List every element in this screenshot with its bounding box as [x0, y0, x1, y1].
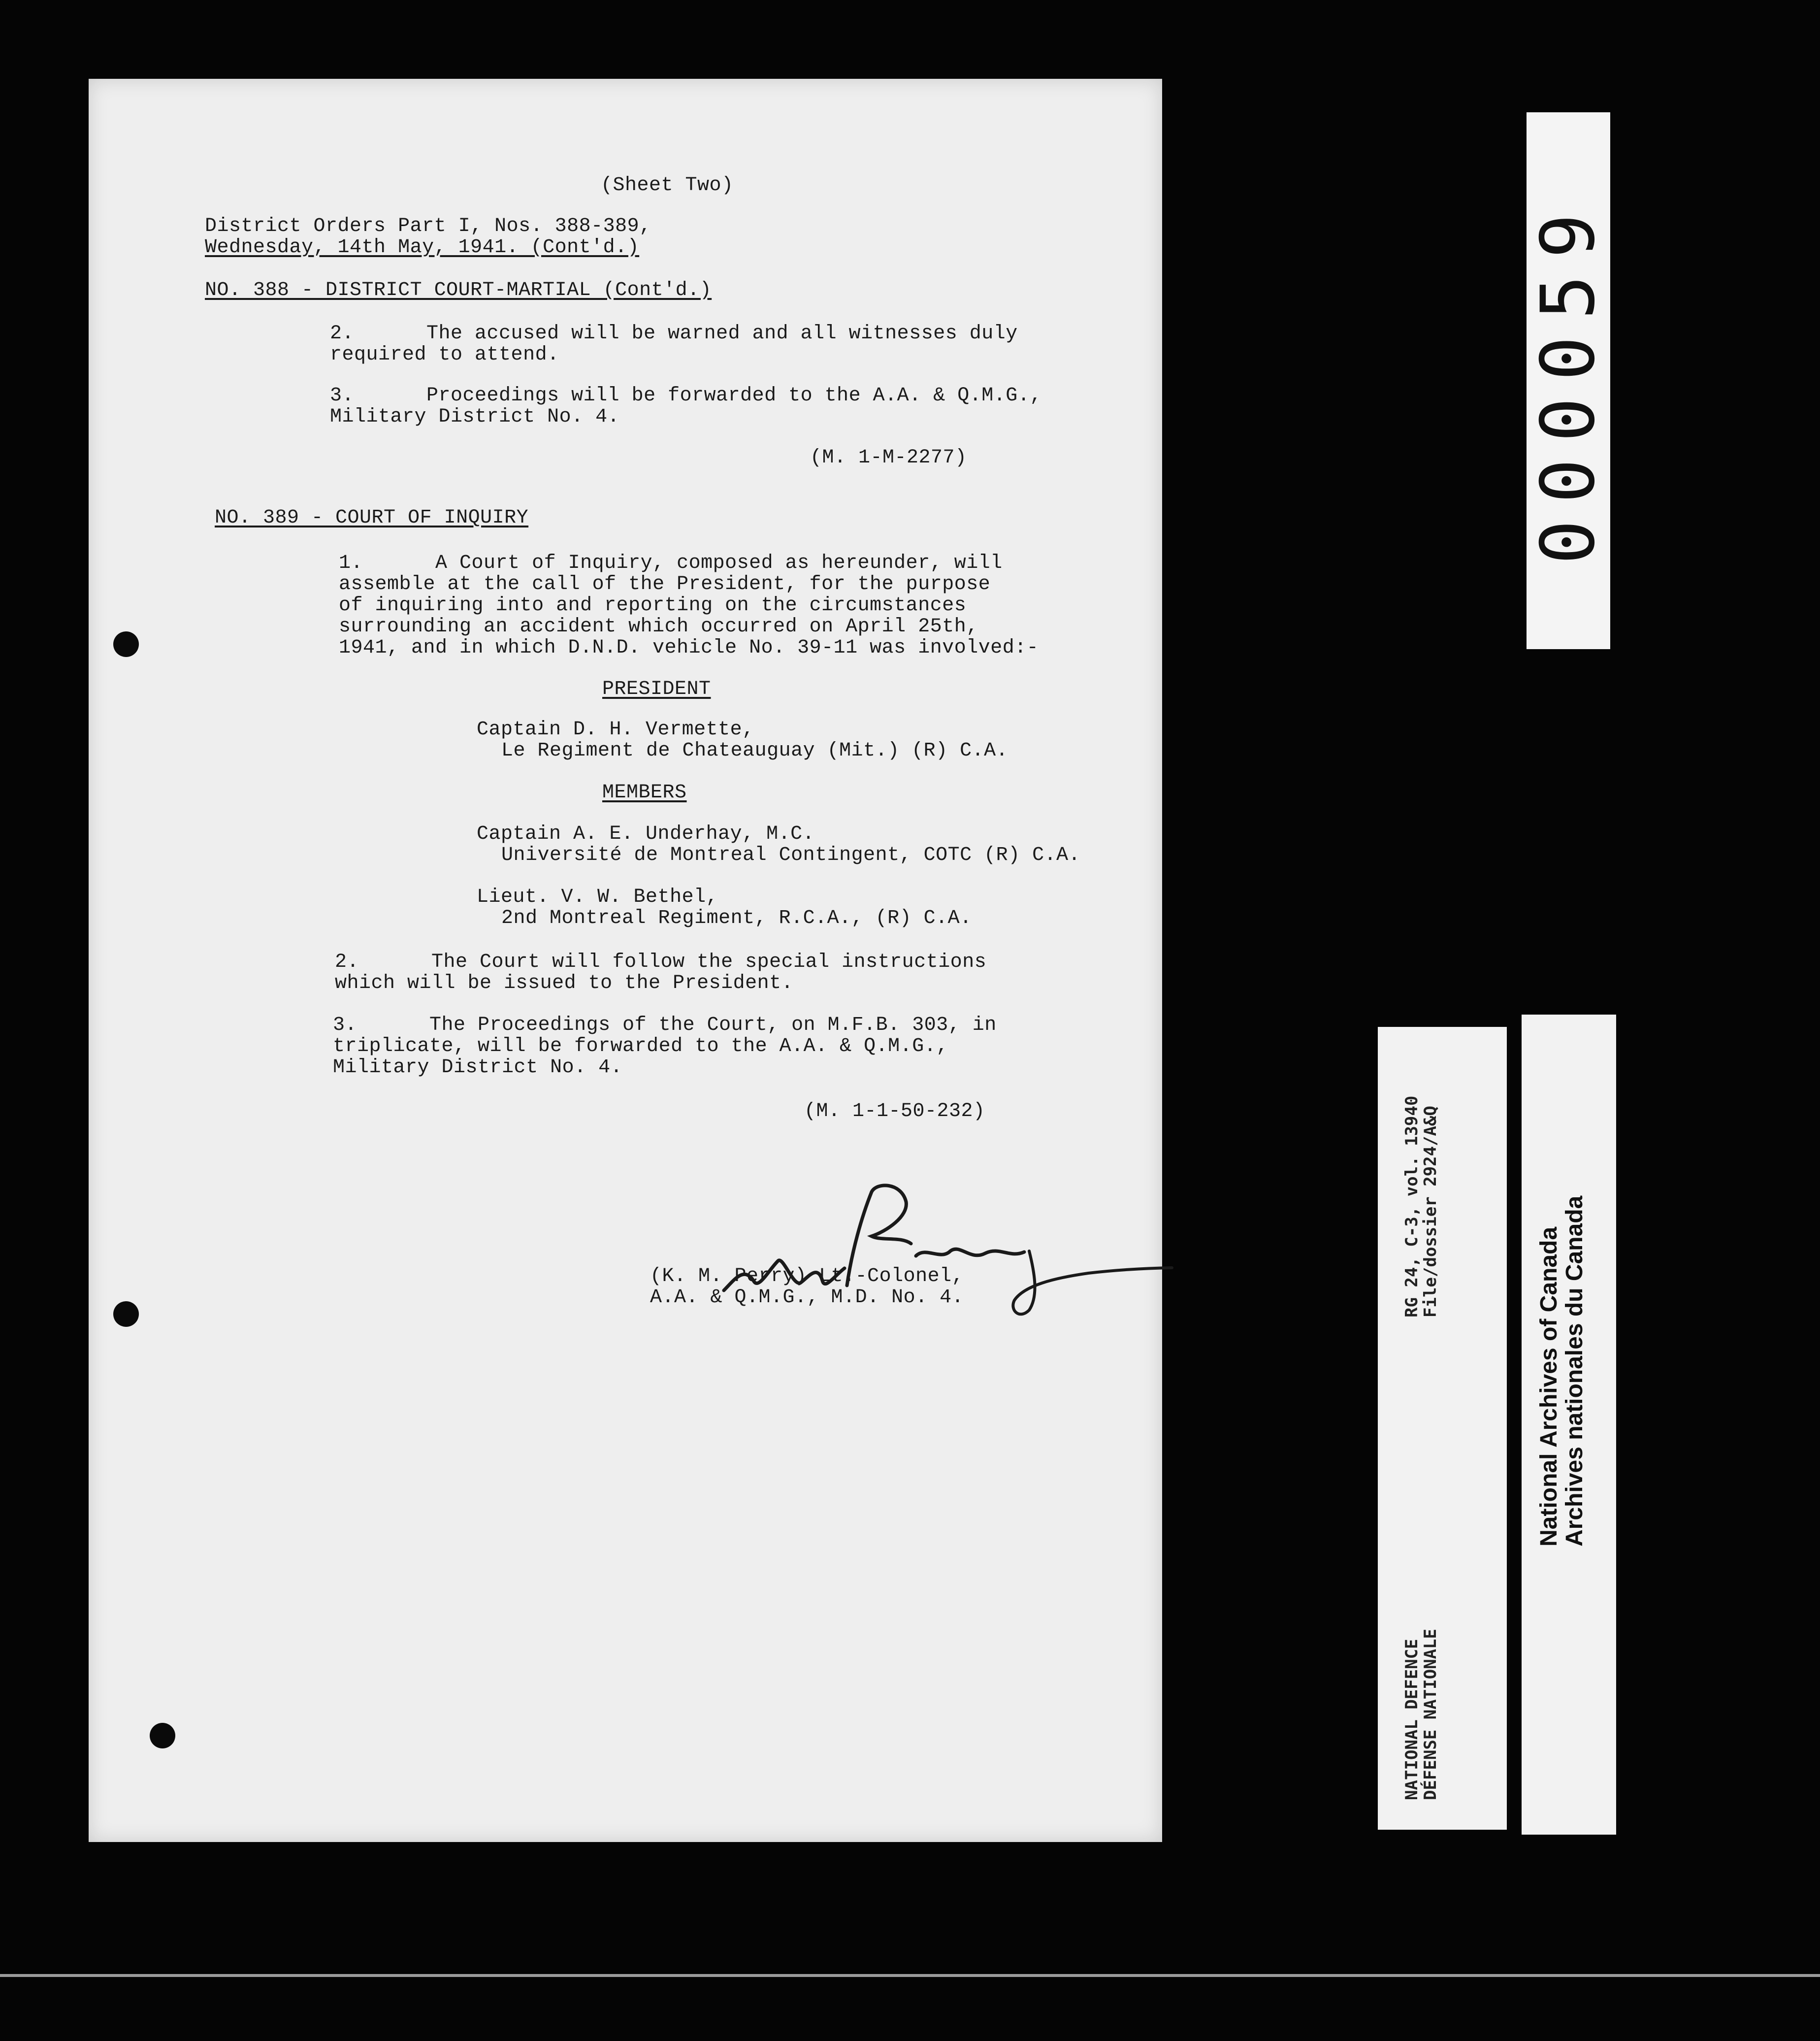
order-389-para-2-line-2: which will be issued to the President. — [335, 972, 794, 994]
order-389-para-1-line-5: 1941, and in which D.N.D. vehicle No. 39-11 was involved:- — [339, 637, 1039, 659]
order-389-para-1-line-2: assemble at the call of the President, for the purpose — [339, 573, 991, 595]
order-388-para-2-line-1: 2. The accused will be warned and all witnesses duly — [330, 323, 1018, 345]
handwritten-signature — [714, 1162, 1182, 1350]
order-389-para-3-line-3: Military District No. 4. — [333, 1056, 623, 1079]
members-heading: MEMBERS — [602, 782, 687, 804]
order-389-para-1-line-3: of inquiring into and reporting on the circumstances — [339, 594, 967, 617]
sheet-number: (Sheet Two) — [601, 174, 734, 197]
signature-title-line: A.A. & Q.M.G., M.D. No. 4. — [650, 1286, 964, 1309]
frame-number-stamp — [1527, 112, 1610, 649]
frame-number: 000059 — [1526, 197, 1611, 564]
order-388-reference: (M. 1-M-2277) — [810, 447, 967, 469]
order-388-para-3-line-1: 3. Proceedings will be forwarded to the A.A. & Q.M.G., — [330, 385, 1042, 407]
header-line-2: Wednesday, 14th May, 1941. (Cont'd.) — [205, 236, 640, 259]
department-line-1: NATIONAL DEFENCE — [1402, 1639, 1422, 1800]
punch-hole-top — [113, 631, 139, 657]
order-389-para-1-line-4: surrounding an accident which occurred on April 25th, — [339, 616, 978, 638]
archive-name-english: National Archives of Canada — [1536, 1226, 1562, 1547]
president-unit: Le Regiment de Chateauguay (Mit.) (R) C.A. — [501, 740, 1008, 762]
order-389-heading: NO. 389 - COURT OF INQUIRY — [215, 507, 529, 529]
order-389-para-3-line-1: 3. The Proceedings of the Court, on M.F.B. 303, in — [333, 1014, 997, 1036]
archive-name-label — [1522, 1015, 1616, 1835]
member-1-unit: Université de Montreal Contingent, COTC (R) C.A. — [501, 844, 1081, 866]
order-389-para-2-line-1: 2. The Court will follow the special instructions — [335, 951, 987, 973]
order-389-para-1-line-1: 1. A Court of Inquiry, composed as hereunder, will — [339, 552, 1003, 574]
punch-hole-bottom — [150, 1723, 175, 1748]
punch-hole-middle — [113, 1301, 139, 1327]
order-389-reference: (M. 1-1-50-232) — [804, 1100, 985, 1122]
film-edge-line — [0, 1974, 1820, 1977]
archive-reference-line-2: File/dossier 2924/A&Q — [1421, 1106, 1440, 1317]
order-388-para-3-line-2: Military District No. 4. — [330, 406, 620, 428]
archive-reference-line-1: RG 24, C-3, vol. 13940 — [1402, 1095, 1422, 1317]
order-389-para-3-line-2: triplicate, will be forwarded to the A.A. & Q.M.G., — [333, 1035, 948, 1057]
archive-name-french: Archives nationales du Canada — [1561, 1195, 1588, 1547]
archive-reference-label — [1378, 1027, 1507, 1830]
signature-name-line: (K. M. Perry) Lt.-Colonel, — [650, 1265, 964, 1287]
member-1-name: Captain A. E. Underhay, M.C. — [477, 823, 815, 845]
president-heading: PRESIDENT — [602, 678, 711, 700]
member-2-unit: 2nd Montreal Regiment, R.C.A., (R) C.A. — [501, 907, 972, 929]
department-line-2: DÉFENSE NATIONALE — [1421, 1629, 1440, 1800]
president-name: Captain D. H. Vermette, — [477, 719, 754, 741]
order-388-para-2-line-2: required to attend. — [330, 344, 559, 366]
header-line-1: District Orders Part I, Nos. 388-389, — [205, 215, 651, 237]
order-388-heading: NO. 388 - DISTRICT COURT-MARTIAL (Cont'd.) — [205, 279, 712, 301]
member-2-name: Lieut. V. W. Bethel, — [477, 886, 718, 908]
document-page — [89, 79, 1162, 1842]
